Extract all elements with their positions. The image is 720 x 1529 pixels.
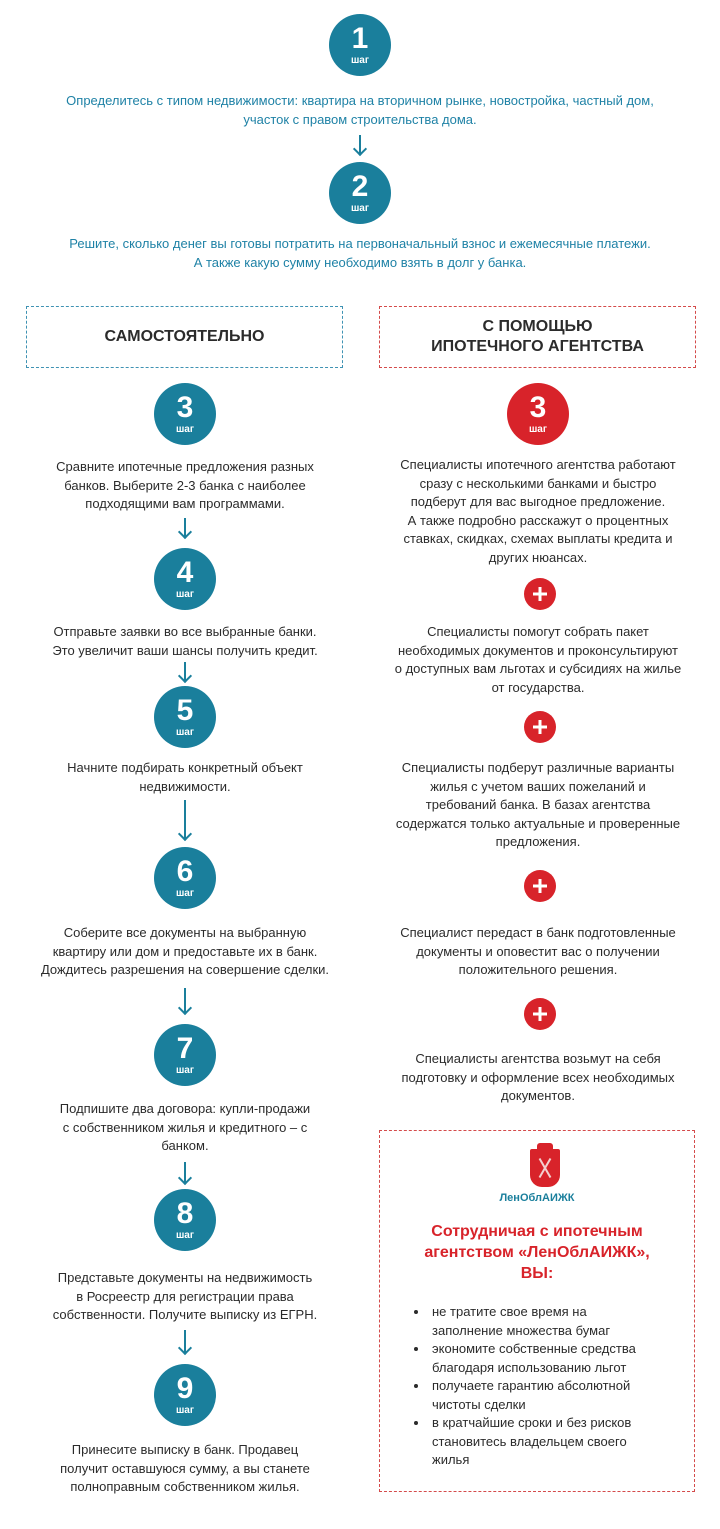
bullet-icon bbox=[414, 1310, 418, 1314]
list-item bbox=[414, 1340, 684, 1377]
right-extra-1-text bbox=[372, 623, 704, 697]
left-step-5-text bbox=[20, 759, 350, 796]
bullet-icon bbox=[414, 1384, 418, 1388]
step-number: 9 bbox=[176, 1371, 194, 1405]
text-line: Дождитесь разрешения на совершение сделки. bbox=[40, 962, 330, 977]
text-line: Специалисты ипотечного агентства работают bbox=[400, 457, 676, 472]
item-line: благодаря использованию льгот bbox=[432, 1359, 627, 1375]
text-line: Это увеличит ваши шансы получить кредит. bbox=[52, 642, 318, 658]
benefits-title bbox=[380, 1221, 694, 1284]
text-line: Отправьте заявки во все выбранные банки. bbox=[53, 624, 317, 639]
benefits-box bbox=[379, 1130, 695, 1492]
step-label: шаг bbox=[175, 1229, 195, 1241]
text-line: предложения. bbox=[495, 834, 581, 849]
text-line: жилья с учетом ваших пожеланий и bbox=[430, 778, 646, 794]
text-line: А также какую сумму необходимо взять в долг у банка. bbox=[193, 254, 527, 270]
plus-icon bbox=[524, 870, 556, 902]
text-line: Специалисты помогут собрать пакет bbox=[427, 624, 649, 639]
step-number: 3 bbox=[529, 390, 547, 424]
item-line: чистоты сделки bbox=[432, 1396, 526, 1412]
left-step-7-circle bbox=[154, 1024, 216, 1086]
text-line: Соберите все документы на выбранную bbox=[63, 925, 307, 940]
plus-icon bbox=[524, 578, 556, 610]
step-number: 5 bbox=[176, 693, 194, 727]
text-line: содержатся только актуальные и проверенные bbox=[395, 815, 681, 831]
step-2-text bbox=[20, 235, 700, 272]
left-step-4-text bbox=[20, 623, 350, 660]
text-line: других нюансах. bbox=[488, 549, 588, 565]
text-line: подходящими вам программами. bbox=[85, 496, 285, 511]
text-line: А также подробно расскажут о процентных bbox=[407, 512, 669, 528]
left-step-3-text bbox=[20, 458, 350, 514]
text-line: Сравните ипотечные предложения разных bbox=[56, 459, 314, 474]
item-line: не тратите свое время на bbox=[432, 1304, 587, 1319]
step-number: 7 bbox=[176, 1031, 194, 1065]
item-line: получаете гарантию абсолютной bbox=[432, 1378, 631, 1393]
item-line: заполнение множества бумаг bbox=[432, 1322, 611, 1338]
text-line: подготовку и оформление всех необходимых bbox=[401, 1069, 675, 1085]
left-step-9-text bbox=[20, 1441, 350, 1497]
bullet-icon bbox=[414, 1421, 418, 1425]
item-line: в кратчайшие сроки и без рисков bbox=[432, 1415, 632, 1430]
text-line: о доступных вам льготах и субсидиях на жилье bbox=[394, 661, 682, 676]
item-line: экономите собственные средства bbox=[432, 1341, 636, 1356]
left-header-label: САМОСТОЯТЕЛЬНО bbox=[104, 328, 265, 345]
text-line: от государства. bbox=[491, 679, 585, 695]
left-step-9-circle bbox=[154, 1364, 216, 1426]
left-step-6-circle bbox=[154, 847, 216, 909]
right-header-line: ИПОТЕЧНОГО АГЕНТСТВА bbox=[431, 338, 644, 355]
text-line: собственности. Получите выписку из ЕГРН. bbox=[52, 1307, 318, 1322]
step-label: шаг bbox=[175, 588, 195, 600]
text-line: с собственником жилья и кредитного – с bbox=[62, 1119, 308, 1135]
right-header-line: С ПОМОЩЬЮ bbox=[482, 318, 593, 335]
step-label: шаг bbox=[175, 1064, 195, 1076]
item-line: становитесь владельцем своего bbox=[432, 1433, 627, 1449]
left-step-3-circle bbox=[154, 383, 216, 445]
text-line: полноправным собственником жилья. bbox=[70, 1479, 300, 1494]
text-line: Специалисты подберут различные варианты bbox=[401, 760, 675, 775]
arrow-down-icon bbox=[179, 518, 191, 540]
text-line: требований банка. В базах агентства bbox=[425, 797, 651, 812]
text-line: получит оставшуюся сумму, а вы станете bbox=[60, 1460, 310, 1476]
step-label: шаг bbox=[350, 54, 370, 66]
step-label: шаг bbox=[175, 726, 195, 738]
text-line: подберут для вас выгодное предложение. bbox=[410, 494, 666, 509]
step-label: шаг bbox=[175, 887, 195, 899]
text-line: Решите, сколько денег вы готовы потратить на первоначальный взнос и ежемесячные платежи. bbox=[69, 236, 651, 251]
plus-icon bbox=[524, 998, 556, 1030]
left-step-6-text bbox=[20, 924, 350, 980]
arrow-down-icon bbox=[179, 800, 191, 842]
arrow-down-icon bbox=[179, 1162, 191, 1186]
text-line: квартиру или дом и предоставьте их в банк. bbox=[52, 943, 318, 959]
coat-of-arms-icon bbox=[530, 1149, 560, 1187]
step-number: 1 bbox=[351, 21, 369, 55]
text-line: участок с правом строительства дома. bbox=[243, 111, 477, 127]
text-line: необходимых документов и проконсультируют bbox=[398, 642, 678, 658]
title-line: ВЫ: bbox=[520, 1265, 554, 1282]
right-header bbox=[379, 306, 696, 368]
text-line: недвижимости. bbox=[139, 778, 231, 794]
text-line: Представьте документы на недвижимость bbox=[57, 1270, 313, 1285]
text-line: документов. bbox=[501, 1088, 575, 1103]
step-1-circle bbox=[329, 14, 391, 76]
logo-text: ЛенОблАИЖК bbox=[499, 1192, 575, 1204]
item-line: жилья bbox=[432, 1452, 470, 1467]
arrow-down-icon bbox=[179, 988, 191, 1016]
right-step-3-circle bbox=[507, 383, 569, 445]
text-line: документы и оповестит вас о получении bbox=[416, 943, 660, 959]
right-extra-2-text bbox=[372, 759, 704, 852]
right-extra-3-text bbox=[372, 924, 704, 980]
text-line: Специалисты агентства возьмут на себя bbox=[415, 1051, 661, 1066]
text-line: сразу с несколькими банками и быстро bbox=[419, 475, 657, 491]
left-step-8-circle bbox=[154, 1189, 216, 1251]
left-step-5-circle bbox=[154, 686, 216, 748]
text-line: положительного решения. bbox=[458, 962, 618, 977]
text-line: Начните подбирать конкретный объект bbox=[67, 760, 303, 775]
step-number: 8 bbox=[176, 1196, 194, 1230]
step-number: 2 bbox=[351, 169, 369, 203]
text-line: ставках, скидках, схемах выплаты кредита и bbox=[403, 531, 673, 546]
text-line: банком. bbox=[161, 1138, 209, 1153]
right-step-3-text bbox=[372, 456, 704, 567]
list-item bbox=[414, 1414, 684, 1470]
text-line: Подпишите два договора: купли-продажи bbox=[59, 1101, 311, 1116]
title-line: агентством «ЛенОблАИЖК», bbox=[424, 1244, 650, 1261]
text-line: Принесите выписку в банк. Продавец bbox=[71, 1442, 299, 1457]
bullet-icon bbox=[414, 1347, 418, 1351]
plus-icon bbox=[524, 711, 556, 743]
step-label: шаг bbox=[175, 1404, 195, 1416]
step-number: 6 bbox=[176, 854, 194, 888]
left-header bbox=[26, 306, 343, 368]
title-line: Сотрудничая с ипотечным bbox=[431, 1223, 643, 1240]
benefits-list bbox=[414, 1303, 684, 1470]
left-step-4-circle bbox=[154, 548, 216, 610]
step-number: 4 bbox=[176, 555, 194, 589]
arrow-down-icon bbox=[179, 662, 191, 684]
step-label: шаг bbox=[528, 423, 548, 435]
list-item bbox=[414, 1377, 684, 1414]
left-step-8-text bbox=[20, 1269, 350, 1325]
step-2-circle bbox=[329, 162, 391, 224]
step-label: шаг bbox=[175, 423, 195, 435]
list-item bbox=[414, 1303, 684, 1340]
left-step-7-text bbox=[20, 1100, 350, 1156]
right-extra-4-text bbox=[372, 1050, 704, 1106]
text-line: банков. Выберите 2-3 банка с наиболее bbox=[64, 477, 306, 493]
arrow-down-icon bbox=[179, 1330, 191, 1356]
arrow-down-icon bbox=[354, 135, 366, 157]
step-label: шаг bbox=[350, 202, 370, 214]
step-1-text bbox=[20, 92, 700, 129]
text-line: в Росреестр для регистрации права bbox=[76, 1288, 294, 1304]
text-line: Специалист передаст в банк подготовленные bbox=[400, 925, 676, 940]
step-number: 3 bbox=[176, 390, 194, 424]
text-line: Определитесь с типом недвижимости: квартира на вторичном рынке, новостройка, частный дом, bbox=[66, 93, 654, 108]
